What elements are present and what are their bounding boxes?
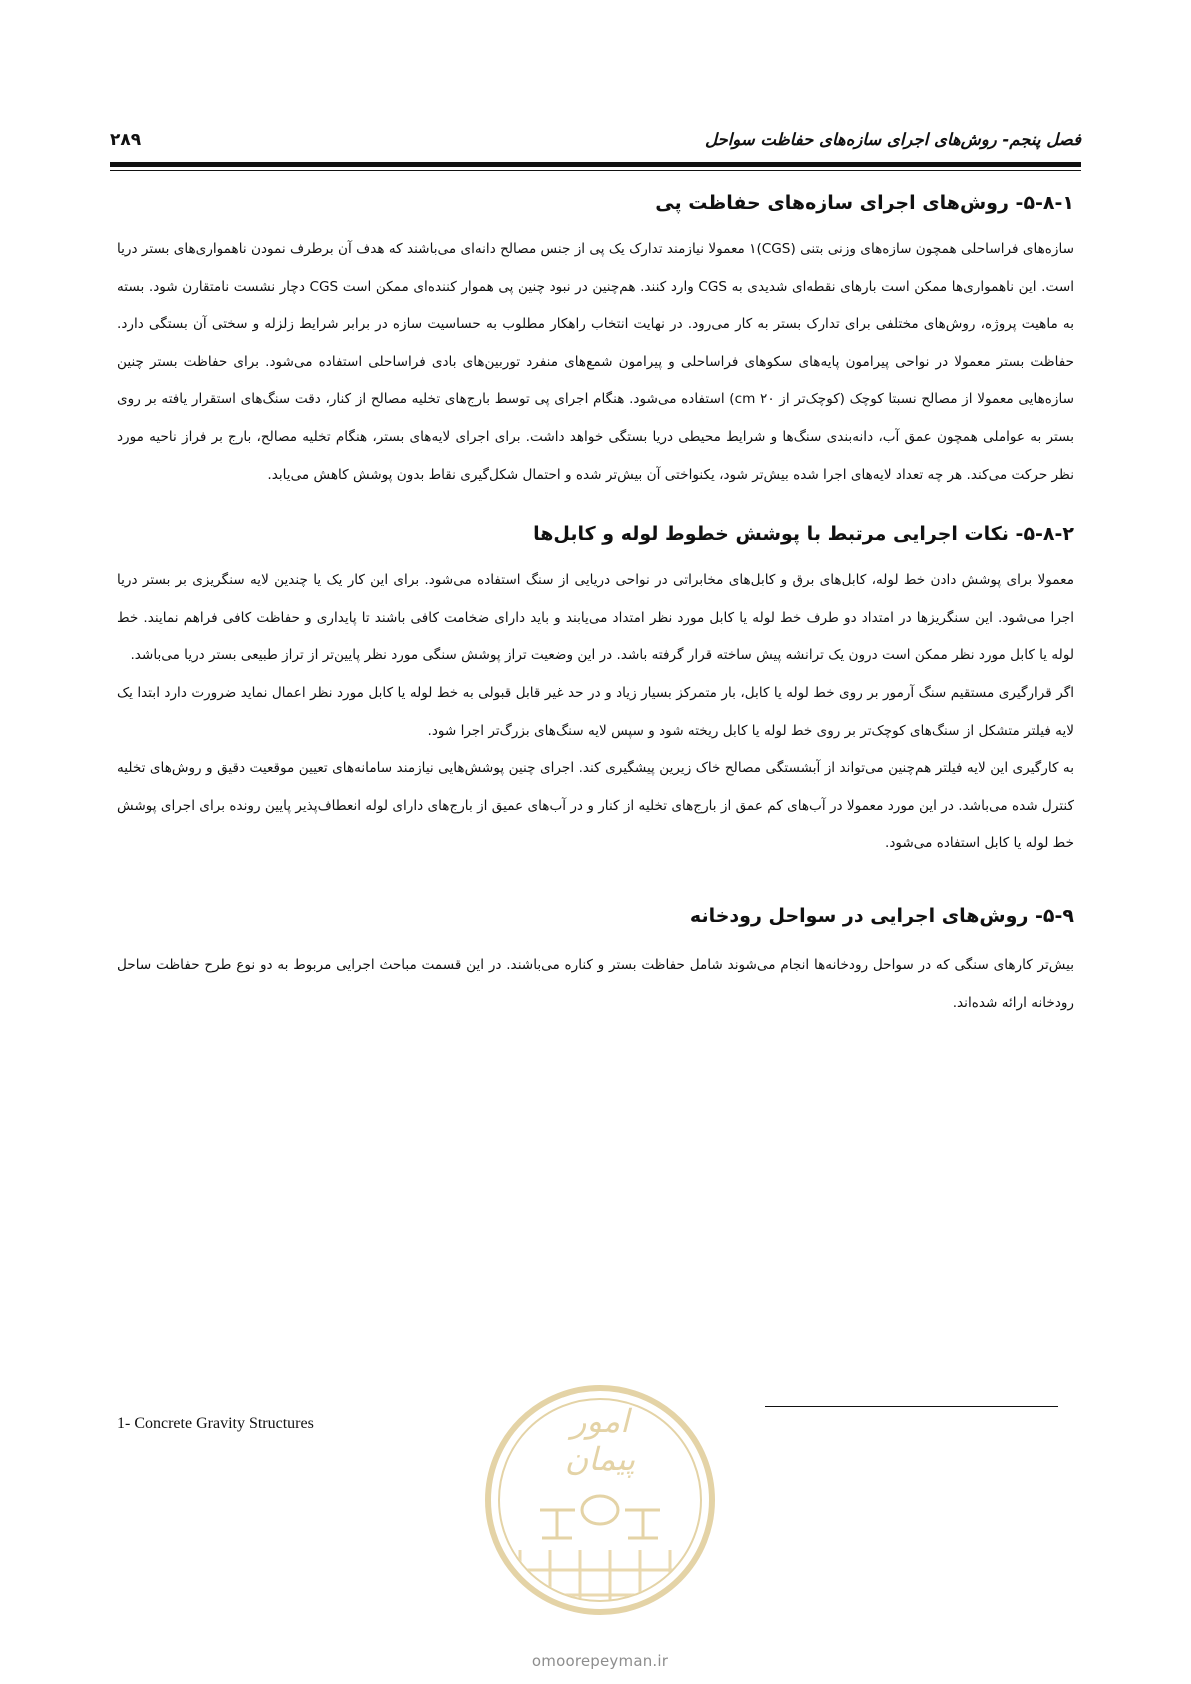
paragraph: معمولا برای پوشش دادن خط لوله، کابل‌های برق و کابل‌های مخابراتی در نواحی دریایی از سنگ استفاده می‌شود. برای این کار یک یا چندین لایه سنگریزی بر بستر دریا اجرا می‌شود. این سنگریزها در امتداد دو طرف خط لوله یا کابل مورد نظر امتداد می‌یابند و باید دارای ضخامت کافی باشند تا پایداری و حفاظت کافی فراهم نمایند. خط لوله یا کابل مورد نظر ممکن است درون یک ترانشه پیش ساخته قرار گرفته باشد. در این وضعیت تراز پوشش سنگی مورد نظر پایین‌تر از تراز طبیعی بستر دریا می‌باشد. [117,572,1074,664]
watermark-seal [480,1360,720,1678]
page-number: ۲۸۹ [110,130,142,150]
header-rule-thin [110,170,1081,171]
paragraph: بیش‌تر کارهای سنگی که در سواحل رودخانه‌ها انجام می‌شوند شامل حفاظت بستر و کناره می‌باشند. در این قسمت مباحث اجرایی مربوط به دو نوع طرح حفاظت ساحل رودخانه ارائه شده‌اند. [117,956,1074,1011]
header-rule [110,162,1081,167]
paragraph: سازه‌های فراساحلی همچون سازه‌های وزنی بتنی (CGS)۱ معمولا نیازمند تدارک یک پی از جنس مصالح دانه‌ای می‌باشند که هدف آن برطرف نمودن ناهمواری‌های بستر دریا است. این ناهمواری‌ها ممکن است بارهای نقطه‌ای شدیدی به CGS وارد کنند. هم‌چنین در نبود چنین پی هموار کننده‌ای ممکن است CGS دچار نشست نامتقارن شود. بسته به ماهیت پروژه، روش‌های مختلفی برای تدارک بستر به کار می‌رود. در نهایت انتخاب راهکار مطلوب به حساسیت سازه در برابر شرایط زلزله و سختی آن بستگی دارد. حفاظت بستر معمولا در نواحی پیرامون پایه‌های سکوهای فراساحلی و پیرامون شمع‌های منفرد توربین‌های بادی فراساحلی استفاده می‌شود. برای حفاظت بستر چنین سازه‌هایی معمولا از مصالح نسبتا کوچک (کوچک‌تر از ۲۰ cm) استفاده می‌شود. هنگام اجرای پی توسط بارج‌های تخلیه مصالح از کنار، دقت سنگ‌های استقرار یافته بر روی بستر به عواملی همچون عمق آب، دانه‌بندی سنگ‌ها و شرایط محیطی دریا بستگی خواهد داشت. برای اجرای لایه‌های بستر، هنگام تخلیه مصالح، بارج بر فراز ناحیه مورد نظر حرکت می‌کند. هر چه تعداد لایه‌های اجرا شده بیش‌تر شود، یکنواختی آن بیش‌تر شده و احتمال شکل‌گیری نقاط بدون پوشش کاهش می‌یابد. [117,241,1074,483]
footnote: 1- Concrete Gravity Structures [117,1415,314,1432]
seal-brand-text: امور پیمان [564,1402,636,1478]
section-heading: ۵-۹- روش‌های اجرایی در سواحل رودخانه [689,904,1074,927]
page-body [117,188,1074,1022]
paragraph: به کارگیری این لایه فیلتر هم‌چنین می‌تواند از آبشستگی مصالح خاک زیرین پیشگیری کند. اجرای چنین پوشش‌هایی نیازمند سامانه‌های تعیین موقعیت دقیق و روش‌های تخلیه کنترل شده می‌باشد. در این مورد معمولا در آب‌های کم عمق از بارج‌های تخلیه از کنار و در آب‌های عمیق از بارج‌های دارای لوله انعطاف‌پذیر پایین رونده برای اجرای پوشش خط لوله یا کابل استفاده می‌شود. [117,760,1074,852]
running-header [110,126,1081,154]
section-heading: ۵-۸-۲- نکات اجرایی مرتبط با پوشش خطوط لوله و کابل‌ها [533,523,1074,546]
section-heading: ۵-۸-۱- روش‌های اجرای سازه‌های حفاظت پی [655,192,1074,214]
paragraph: اگر قرارگیری مستقیم سنگ آرمور بر روی خط لوله یا کابل، بار متمرکز بسیار زیاد و در حد غیر قابل قبولی به خط لوله یا کابل مورد نظر اعمال نماید ضرورت دارد ابتدا یک لایه فیلتر متشکل از سنگ‌های کوچک‌تر بر روی خط لوله یا کابل ریخته شود و سپس لایه سنگ‌های بزرگ‌تر اجرا شود. [117,684,1074,739]
watermark-url: omoorepeyman.ir [531,1652,669,1670]
footnote-rule [765,1406,1058,1407]
chapter-title: فصل پنجم- روش‌های اجرای سازه‌های حفاظت سواحل [705,130,1081,149]
